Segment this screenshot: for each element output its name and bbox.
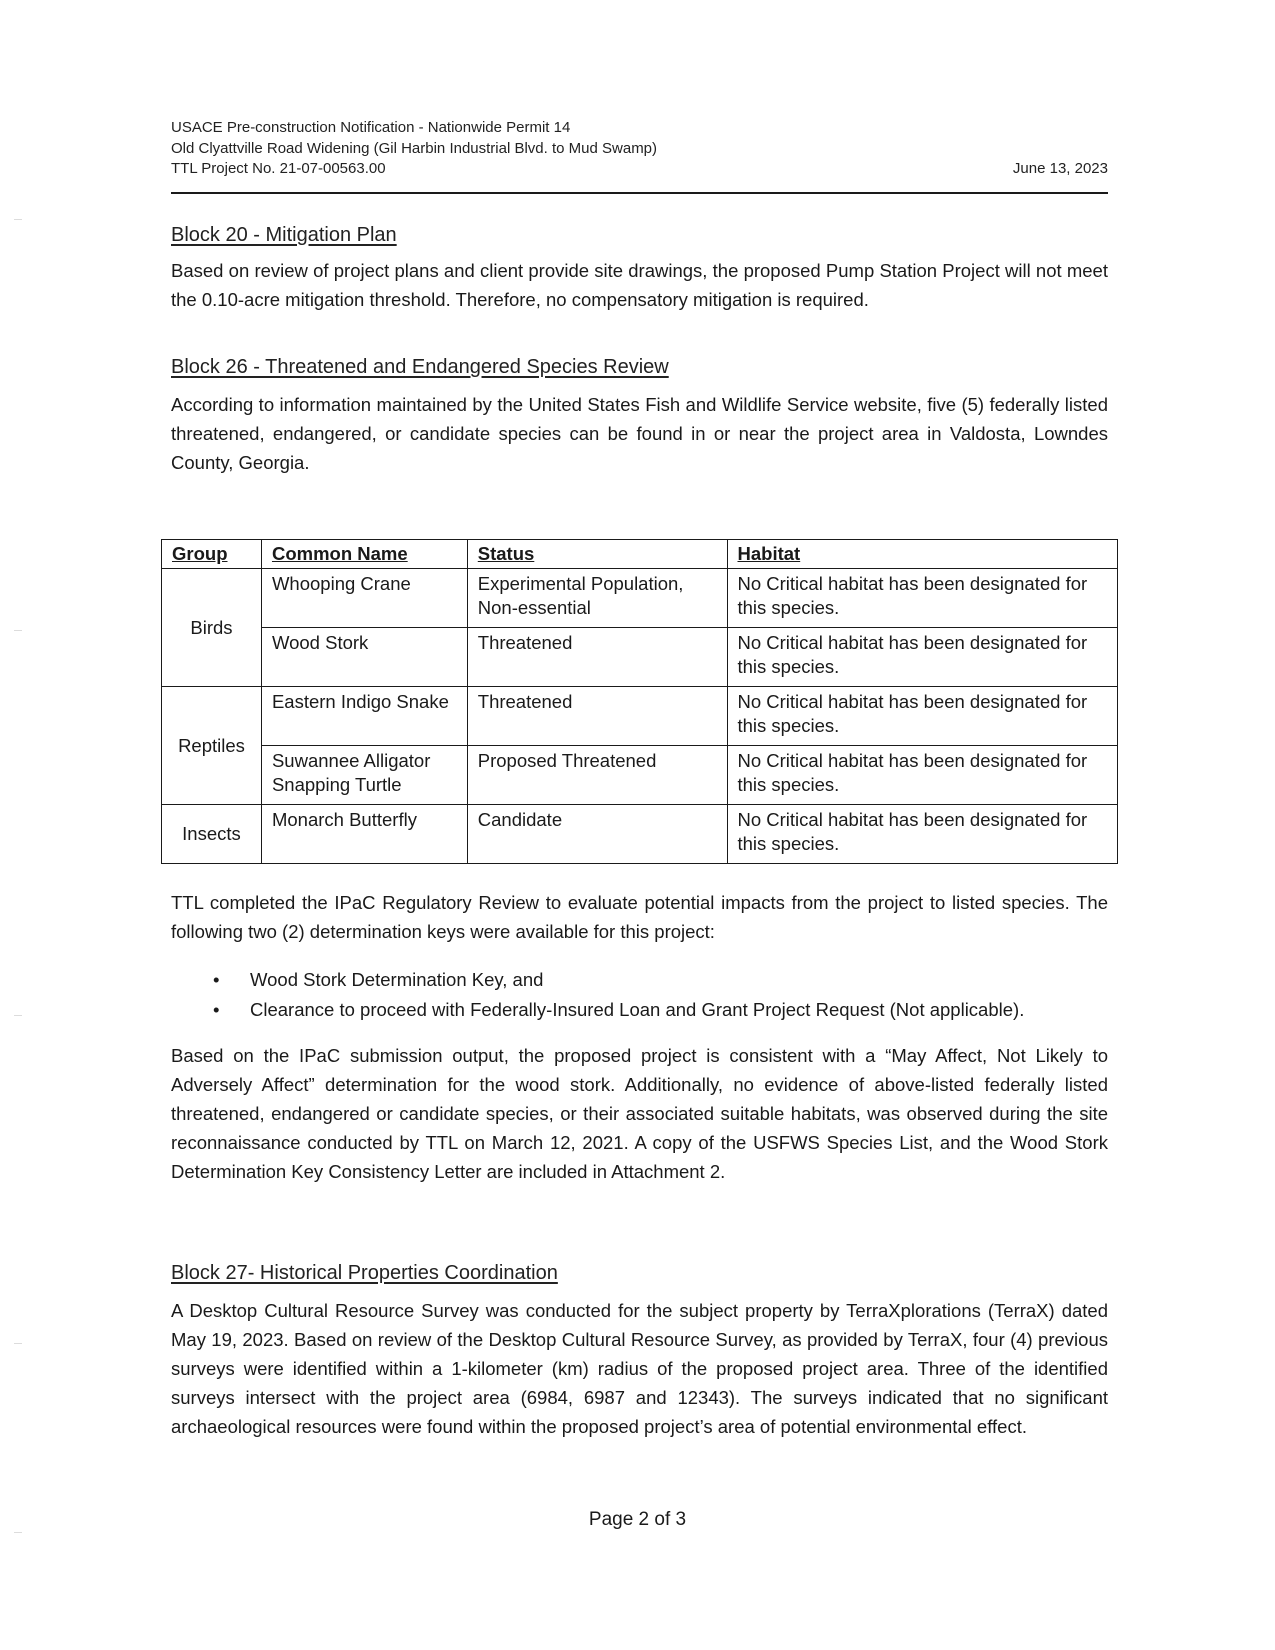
common-name-cell: Monarch Butterfly — [261, 805, 467, 864]
common-name-cell: Suwannee Alligator Snapping Turtle — [261, 746, 467, 805]
table-row — [162, 687, 1118, 746]
status-cell: Experimental Population, Non-essential — [467, 569, 727, 628]
block20-title: Block 20 - Mitigation Plan — [171, 224, 397, 246]
header-group: Group — [162, 540, 262, 569]
scan-artifact — [14, 1343, 22, 1344]
habitat-cell: No Critical habitat has been designated for this species. — [727, 746, 1118, 805]
scan-artifact — [14, 630, 22, 631]
table-row — [162, 805, 1118, 864]
status-cell: Threatened — [467, 687, 727, 746]
block26-title: Block 26 - Threatened and Endangered Species Review — [171, 356, 669, 378]
common-name-cell: Eastern Indigo Snake — [261, 687, 467, 746]
block20-text: Based on review of project plans and client provide site drawings, the proposed Pump Station Project will not meet the 0.10-acre mitigation threshold. Therefore, no compensatory mitigation is required. — [171, 260, 1108, 310]
scan-artifact — [14, 219, 22, 220]
status-cell: Candidate — [467, 805, 727, 864]
common-name-cell: Wood Stork — [261, 628, 467, 687]
species-table — [161, 539, 1118, 864]
group-cell: Reptiles — [162, 687, 262, 805]
list-item — [171, 995, 1108, 1025]
block27-title: Block 27- Historical Properties Coordination — [171, 1262, 558, 1284]
header-habitat: Habitat — [727, 540, 1118, 569]
habitat-cell: No Critical habitat has been designated for this species. — [727, 628, 1118, 687]
block26-intro: According to information maintained by the United States Fish and Wildlife Service website, five (5) federally listed threatened, endangered, or candidate species can be found in or near the project area in Valdosta, Lowndes County, Georgia. — [171, 394, 1108, 473]
header-date: June 13, 2023 — [1012, 160, 1108, 177]
habitat-cell: No Critical habitat has been designated for this species. — [727, 569, 1118, 628]
ipac-conclusion-text: Based on the IPaC submission output, the proposed project is consistent with a “May Affect, Not Likely to Adversely Affect” determination for the wood stork. Additionally, no evidence of above-listed federally listed threatened, endangered or candidate species, or their associated suitable habitats, was observed during the site reconnaissance conducted by TTL on March 12, 2021. A copy of the USFWS Species List, and the Wood Stork Determination Key Consistency Letter are included in Attachment 2. — [171, 1045, 1108, 1182]
list-item-text: Clearance to proceed with Federally-Insured Loan and Grant Project Request (Not applicable). — [250, 999, 1025, 1020]
page-number: Page 2 of 3 — [588, 1509, 687, 1530]
header-permit-line: USACE Pre-construction Notification - Nationwide Permit 14 — [171, 119, 571, 136]
list-item — [171, 965, 1108, 995]
table-row — [162, 628, 1118, 687]
bullet-icon: • — [213, 999, 220, 1020]
habitat-cell: No Critical habitat has been designated for this species. — [727, 687, 1118, 746]
status-cell: Threatened — [467, 628, 727, 687]
header-common-name: Common Name — [261, 540, 467, 569]
scan-artifact — [14, 1532, 22, 1533]
scan-artifact — [14, 1015, 22, 1016]
group-cell: Insects — [162, 805, 262, 864]
list-item-text: Wood Stork Determination Key, and — [250, 969, 544, 990]
header-project-number: TTL Project No. 21-07-00563.00 — [171, 160, 386, 177]
bullet-icon: • — [213, 969, 220, 990]
block27-text: A Desktop Cultural Resource Survey was conducted for the subject property by TerraXplorations (TerraX) dated May 19, 2023. Based on review of the Desktop Cultural Resource Survey, as provided by TerraX, four (4) previous surveys were identified within a 1-kilometer (km) radius of the proposed project area. Three of the identified surveys intersect with the project area (6984, 6987 and 12343). The surveys indicated that no significant archaeological resources were found within the proposed project’s area of potential environmental effect. — [171, 1300, 1108, 1437]
habitat-cell: No Critical habitat has been designated for this species. — [727, 805, 1118, 864]
header-divider — [171, 192, 1108, 194]
common-name-cell: Whooping Crane — [261, 569, 467, 628]
table-row — [162, 746, 1118, 805]
determination-key-list — [171, 965, 1108, 1025]
group-cell: Birds — [162, 569, 262, 687]
document-header — [171, 118, 1108, 180]
header-project-line: Old Clyattville Road Widening (Gil Harbin Industrial Blvd. to Mud Swamp) — [171, 139, 658, 157]
table-row — [162, 569, 1118, 628]
species-table-header-row — [162, 540, 1118, 569]
header-status: Status — [467, 540, 727, 569]
status-cell: Proposed Threatened — [467, 746, 727, 805]
ipac-review-text: TTL completed the IPaC Regulatory Review to evaluate potential impacts from the project to listed species. The following two (2) determination keys were available for this project: — [171, 892, 1108, 942]
